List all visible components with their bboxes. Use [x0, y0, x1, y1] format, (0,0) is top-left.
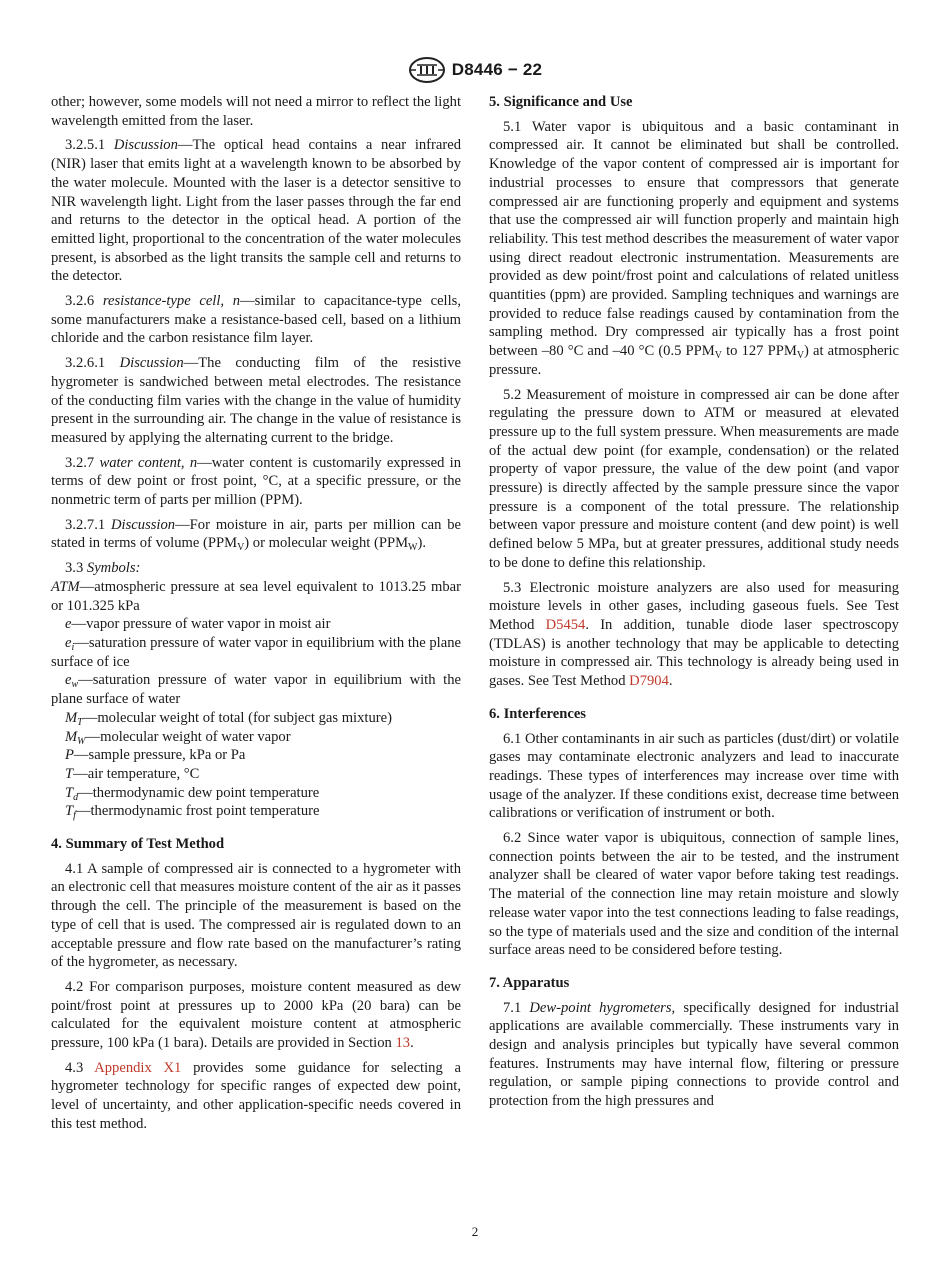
paragraph-3-3: 3.3 Symbols:: [65, 560, 141, 577]
paragraph-3-2-5-1: 3.2.5.1 Discussion—The optical head contains a near infrared (NIR) laser that emits light at a wavelength known to be absorbed by the water molecule. Mounted with the laser is a detector sensitive to NIR wavelength light. Light from the laser passes through the far end and returns to the detector in the optical head. A portion of the emitted light, proportional to the concentration of the water molecules present, is absorbed as the light transits the sample cell and returns to the detector.: [51, 137, 461, 285]
astm-logo-icon: [408, 57, 446, 83]
paragraph-7-1: 7.1 Dew-point hygrometers, specifically designed for industrial applications are available commercially. These instruments vary in design and analysis principles but typically have several common features. Instruments may have internal flow, filtering or pressure regulation, or sample piping connections to provide control and protection from the high pressures and: [489, 999, 899, 1110]
symbol-t: T—air temperature, °C: [65, 765, 200, 782]
symbol-atm: ATM—atmospheric pressure at sea level equivalent to 1013.25 mbar or 101.325 kPa: [51, 578, 461, 614]
symbol-mt: $M_T—molecular$ weight of total (for subject gas mixture): [65, 709, 392, 728]
section-heading-6: 6. Interferences: [489, 705, 586, 722]
standard-designation: D8446 − 22: [451, 60, 543, 79]
paragraph-3-2-6: 3.2.6 resistance-type cell, n—similar to capacitance-type cells, some manufacturers make a resistance-based cell, based on a lithium chloride and the carbon resistance film layer.: [51, 293, 461, 347]
paragraph-4-3: 4.3 Appendix X1 provides some guidance for selecting a hygrometer technology for specific ranges of expected dew point, level of uncertainty, and other application-specific needs covered in this test method.: [51, 1059, 461, 1132]
paragraph-4-2: 4.2 For comparison purposes, moisture content measured as dew point/frost point at pressures up to 2000 kPa (20 bara) can be calculated for the equivalent moisture content at atmospheric pressure, 100 kPa (1 bara). Details are provided in Section 13.: [51, 978, 461, 1052]
symbol-td: $T_d—thermodynamic$ dew point temperature: [65, 784, 320, 803]
symbol-ew: $e_w—saturation$ pressure of water vapor in equilibrium with the plane surface of water: [51, 672, 461, 708]
section-13-link[interactable]: 13: [395, 1035, 411, 1052]
paragraph-continuation: other; however, some models will not need a mirror to reflect the light wavelength emitted from the laser.: [51, 94, 461, 129]
paragraph-3-2-6-1: 3.2.6.1 Discussion—The conducting film of the resistive hygrometer is sandwiched between metal electrodes. The resistance of the conducting film varies with the change in the value of humidity present in the surrounding air. The change in the value of resistance is measured by applying the alternating current to the bridge.: [51, 355, 462, 446]
section-heading-7: 7. Apparatus: [489, 974, 570, 991]
page-header: [0, 56, 950, 84]
symbol-p: P—sample pressure, kPa or Pa: [65, 747, 246, 764]
symbol-e: e—vapor pressure of water vapor in moist air: [65, 616, 331, 633]
page-number: 2: [471, 1224, 479, 1239]
symbols-list: [51, 578, 461, 821]
paragraph-5-1: 5.1 Water vapor is ubiquitous and a basic contaminant in compressed air. It cannot be eliminated but shall be controlled. Knowledge of the vapor content of compressed air is important for industrial processes to ensure that compressors that generate compressed air are functioning properly and equipment and systems that use the compressed air will function properly and maintain high reliability. This test method describes the measurement of water vapor using direct readout electronic instrumentation. Measurements are provided as dew point/frost point and calculations of related unitless quantities (ppm) are provided. Sampling techniques and warnings are provided to reduce false readings caused by contamination from the sampling method. Dry compressed air typically has a frost point between –80 °C and –40 °C (0.5 $PPM_V$ to 127 $PPM_V$) at atmospheric pressure.: [489, 118, 899, 378]
paragraph-5-2: 5.2 Measurement of moisture in compressed air can be done after regulating the pressure down to ATM or measured at elevated pressure up to the full system pressure. When measurements are made of the actual dew point (for example, condensation) or the related property of vapor pressure, the value of the dew point (and vapor pressure) is directly affected by the sample pressure since the vapor pressure is a component of the total pressure. The relationship between vapor pressure and moisture content (and dew point) is well defined below 5 MPa, but at greater pressures, additional study needs to be done to define this relationship.: [489, 386, 899, 571]
d5454-link[interactable]: D5454: [545, 616, 586, 633]
symbol-ei: $e_i—saturation$ pressure of water vapor in equilibrium with the plane surface of ice: [51, 634, 461, 670]
section-heading-4: 4. Summary of Test Method: [51, 836, 225, 853]
section-heading-5: 5. Significance and Use: [489, 94, 633, 110]
paragraph-5-3: 5.3 Electronic moisture analyzers are also used for measuring moisture levels in other gases, including gaseous fuels. See Test Method D5454. In addition, tunable diode laser spectroscopy (TDLAS) is another technology that may be applicable to detecting moisture in compressed air. This technology is already being used in gases. See Test Method D7904.: [489, 579, 899, 690]
left-column: [51, 93, 461, 1140]
paragraph-3-2-7: 3.2.7 water content, n—water content is customarily expressed in terms of dew point or frost point, °C, at a specific pressure, or the nonmetric term of parts per million (PPM).: [51, 454, 461, 509]
d7904-link[interactable]: D7904: [629, 673, 669, 690]
appendix-x1-link[interactable]: Appendix X1: [94, 1059, 182, 1076]
paragraph-3-2-7-1: 3.2.7.1 Discussion—For moisture in air, parts per million can be stated in terms of volume $(PPM_V)$ or molecular weight $(PPM_W)$.: [51, 516, 462, 554]
symbol-tf: $T_f—thermodynamic$ frost point temperature: [65, 803, 320, 822]
paragraph-4-1: 4.1 A sample of compressed air is connected to a hygrometer with an electronic cell that measures moisture content of the air as it passes through the cell. The principle of the measurement is based on the type of cell that is used. The compressed air is regulated down to an acceptable pressure and flow rate based on the manufacturer’s rating of the hygrometer, as necessary.: [51, 860, 461, 971]
right-column: [489, 93, 899, 1117]
paragraph-6-1: 6.1 Other contaminants in air such as particles (dust/dirt) or volatile gases may contaminate electronic analyzers and lead to inaccurate readings. These types of interferences may increase over time with usage of the analyzer. If these conditions exist, decrease time between calibrations or verification of instrument or both.: [489, 730, 899, 822]
paragraph-6-2: 6.2 Since water vapor is ubiquitous, connection of sample lines, connection points between the air to be tested, and the instrument analyzer shall be cleared of water vapor before taking test readings. The material of the connection line may retain moisture and slowly release water vapor into the test connections leading to false readings, so the type of materials used and the size and condition of the internal surface areas need to be considered before testing.: [489, 830, 899, 959]
symbol-mw: $M_W—molecular$ weight of water vapor: [65, 728, 291, 747]
